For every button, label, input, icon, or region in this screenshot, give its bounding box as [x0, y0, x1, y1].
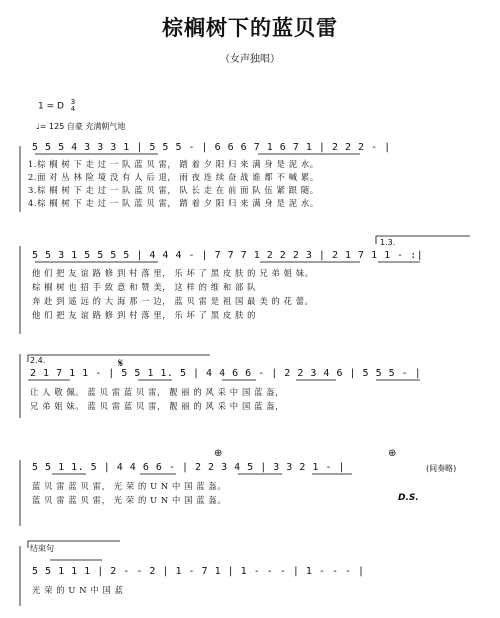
system-1-lyric-1: 1.棕 榈 树 下 走 过 一 队 蓝 贝 雷， 踏 着 夕 阳 归 来 满 身 是 泥 水。	[28, 159, 319, 169]
system-4-notes: 5 5 1 1. 5 | 4 4 6 6 - | 2 2 3 4 5 | 3 3 2 1 - |	[32, 462, 345, 473]
system-4-lyric-1: 蓝 贝 雷 蓝 贝 雷， 光 荣 的 U N 中 国 蓝 盔。	[32, 481, 227, 491]
system-1-lyric-2: 2.面 对 丛 林 险 境 没 有 人 后 退， 雨 夜 连 续 奋 战 谁 都 不 喊 累。	[28, 172, 319, 182]
system-1-notes: 5 5 5 4 3 3 3 1 | 5 5 5 - | 6 6 6 7 1 6 7 1 | 2 2 2 - |	[32, 142, 391, 153]
ending-label: 结束句	[30, 544, 54, 553]
volta-2-4-label: 2.4.	[30, 356, 46, 365]
da-segno-mark: D.S.	[398, 493, 419, 503]
tempo-marking: ♩= 125 自豪 充满朝气地	[36, 122, 126, 131]
segno-sign: 𝄋	[118, 356, 124, 370]
coda-sign-1: ⊕	[214, 448, 223, 459]
system-5-notes: 5 5 1 1 1 | 2 - - 2 | 1 - 7 1 | 1 - - - | 1 - - - |	[32, 566, 365, 577]
system-5-lyric-1: 光 荣 的 U N 中 国 蓝	[32, 585, 124, 595]
system-2-lyric-1: 他 们 把 友 谊 路 修 到 村 落 里， 乐 坏 了 黑 皮 肤 的 兄 弟 姐 妹。	[32, 268, 314, 278]
song-title: 棕榈树下的蓝贝雷	[162, 15, 338, 40]
system-1-lyric-3: 3.棕 榈 树 下 走 过 一 队 蓝 贝 雷， 队 长 走 在 前 面 队 伍 紧 跟 随。	[28, 185, 319, 195]
system-3-lyric-2: 兄 弟 姐 妹。 蓝 贝 雷 蓝 贝 雷， 靓 丽 的 风 采 中 国 蓝 盔，	[30, 401, 285, 411]
volta-1-3-label: 1.3.	[380, 238, 396, 247]
key-label: 1 = D	[38, 101, 64, 112]
system-2-lyric-2: 棕 榈 树 也 招 手 致 意 和 赞 美， 这 样 的 维 和 部 队	[32, 282, 257, 292]
interlude-note: (间奏略)	[426, 464, 457, 473]
time-top: 3	[70, 98, 76, 106]
system-3-notes: 2 1 7 1 1 - | 5 5 1 1. 5 | 4 4 6 6 - | 2 2 3 4 6 | 5 5 5 - |	[30, 368, 422, 379]
system-2-notes: 5 5 3 1 5 5 5 5 | 4 4 4 - | 7 7 7 1 2 2 2 3 | 2 1 7 1 1 - :|	[32, 250, 424, 261]
system-2-lyric-3: 奔 赴 到 遥 远 的 大 海 那 一 边， 蓝 贝 雷 是 祖 国 最 美 的 花 蕾。	[32, 296, 314, 306]
system-2-lyric-4: 他 们 把 友 谊 路 修 到 村 落 里， 乐 坏 了 黑 皮 肤 的	[32, 310, 257, 320]
system-3-lyric-1: 让 人 敬 佩。 蓝 贝 雷 蓝 贝 雷， 靓 丽 的 风 采 中 国 蓝 盔，	[30, 387, 285, 397]
song-subtitle: （女声独唱）	[220, 54, 280, 65]
time-bottom: 4	[70, 105, 76, 113]
system-1-lyric-4: 4.棕 榈 树 下 走 过 一 队 蓝 贝 雷， 踏 着 夕 阳 归 来 满 身 是 泥 水。	[28, 198, 319, 208]
system-4-lyric-2: 蓝 贝 雷 蓝 贝 雷， 光 荣 的 U N 中 国 蓝 盔。	[32, 495, 227, 505]
coda-sign-2: ⊕	[388, 448, 397, 459]
